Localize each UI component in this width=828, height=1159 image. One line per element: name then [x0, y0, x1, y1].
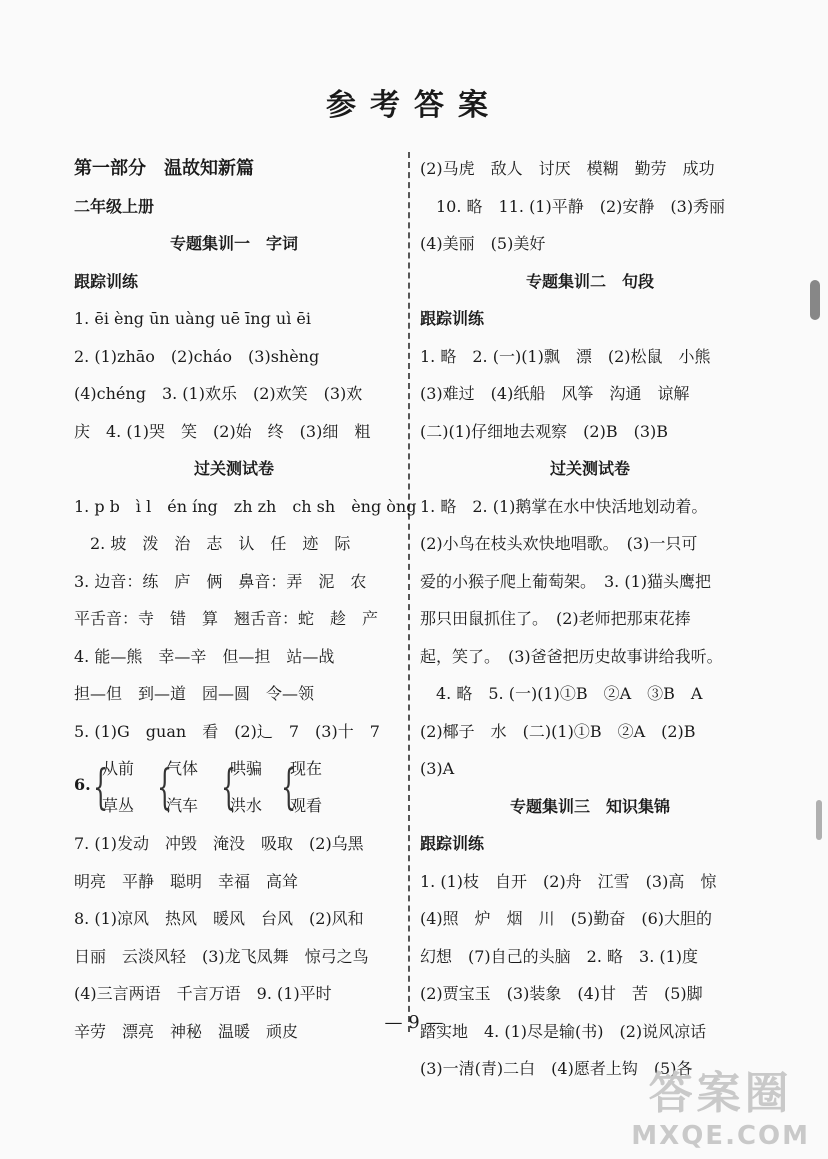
right-column — [420, 150, 760, 1088]
word: 从前 — [102, 759, 135, 778]
section-heading: 过关测试卷 — [549, 459, 630, 478]
subsection-label: 跟踪训练 — [420, 309, 485, 328]
column-divider — [408, 152, 410, 1032]
word: 哄骗 — [230, 759, 263, 778]
answer-line: (2)小鸟在枝头欢快地唱歌。 (3)一只可 — [420, 534, 698, 553]
word: 汽车 — [166, 796, 199, 815]
answer-line: 8. (1)凉风 热风 暖风 台风 (2)风和 — [74, 909, 364, 928]
answer-line: 5. (1)G guan 看 (2)辶 7 (3)十 7 — [74, 721, 380, 741]
answer-line: (2)贾宝玉 (3)装象 (4)甘 苦 (5)脚 — [420, 984, 703, 1003]
answer-line: 担—但 到—道 园—圆 令—领 — [74, 684, 315, 703]
answer-line: (2)马虎 敌人 讨厌 模糊 勤劳 成功 — [420, 159, 715, 178]
brace-icon: { — [157, 759, 173, 815]
answer-line: 平舌音：寺 错 算 翘舌音：蛇 趁 产 — [74, 609, 379, 628]
subsection-label: 跟踪训练 — [420, 834, 485, 853]
word: 洪水 — [230, 796, 263, 815]
answer-line: 2. (1)zhāo (2)cháo (3)shèng — [74, 346, 320, 366]
answer-line: 1. (1)枝 自开 (2)舟 江雪 (3)高 惊 — [420, 871, 717, 891]
answer-line: (3)A — [420, 759, 455, 778]
question-6-groups — [74, 750, 394, 825]
answer-line: 辛劳 漂亮 神秘 温暖 顽皮 — [74, 1021, 299, 1041]
answer-line: 4. 略 5. (一)(1)①B ②A ③B A — [420, 684, 703, 703]
word: 草丛 — [102, 796, 135, 815]
scan-smudge — [816, 800, 822, 840]
answer-line: 明亮 平静 聪明 幸福 高耸 — [74, 871, 299, 891]
answer-line: 爱的小猴子爬上葡萄架。 3. (1)猫头鹰把 — [420, 571, 712, 591]
page-number: — 9 — — [384, 1012, 444, 1033]
subsection-label: 跟踪训练 — [74, 271, 139, 291]
left-column — [74, 150, 417, 1050]
question-number: 6. — [74, 775, 91, 794]
word: 气体 — [166, 759, 199, 778]
answer-line: 庆 4. (1)哭 笑 (2)始 终 (3)细 粗 — [74, 421, 371, 441]
page-title: 参考答案 — [326, 88, 502, 123]
scan-smudge — [810, 280, 820, 320]
answer-line: 10. 略 11. (1)平静 (2)安静 (3)秀丽 — [420, 196, 726, 216]
answer-line: 1. 略 2. (一)(1)飘 漂 (2)松鼠 小熊 — [420, 346, 711, 366]
answer-line: 1. ēi èng ūn uàng uē īng uì ēi — [74, 309, 311, 328]
answer-line: (4)美丽 (5)美好 — [420, 234, 546, 253]
answer-line: 起，笑了。 (3)爸爸把历史故事讲给我听。 — [420, 646, 723, 666]
brace-icon: { — [221, 759, 237, 815]
answer-line: 3. 边音：练 庐 俩 鼻音：弄 泥 农 — [74, 571, 367, 591]
answer-line: 1. p b ì l én íng zh zh ch sh èng òng — [74, 496, 417, 516]
answer-line: (3)难过 (4)纸船 风筝 沟通 谅解 — [420, 384, 690, 403]
answer-line: 幻想 (7)自己的头脑 2. 略 3. (1)度 — [420, 946, 699, 966]
watermark — [631, 1057, 810, 1151]
answer-line: (3)一清(青)二白 (4)愿者上钩 (5)各 — [420, 1059, 693, 1078]
answer-line: (2)椰子 水 (二)(1)①B ②A (2)B — [420, 721, 696, 741]
word-group — [154, 750, 198, 824]
word: 观看 — [290, 796, 323, 815]
grade-heading: 二年级上册 — [74, 196, 155, 216]
watermark-url: MXQE.COM — [631, 1121, 810, 1151]
answer-line: 7. (1)发动 冲毁 淹没 吸取 (2)乌黑 — [74, 834, 364, 853]
section-heading: 专题集训二 句段 — [525, 271, 654, 291]
watermark-logo: 答案圈 — [648, 1068, 793, 1119]
brace-icon: { — [281, 759, 297, 815]
word: 现在 — [290, 759, 323, 778]
answer-line: 那只田鼠抓住了。 (2)老师把那束花捧 — [420, 609, 691, 628]
answer-line: (4)照 炉 烟 川 (5)勤奋 (6)大胆的 — [420, 909, 712, 928]
brace-icon: { — [93, 759, 109, 815]
answer-line: (4)三言两语 千言万语 9. (1)平时 — [74, 984, 332, 1003]
answer-line: (4)chéng 3. (1)欢乐 (2)欢笑 (3)欢 — [74, 384, 363, 403]
word-group — [218, 750, 262, 824]
section-heading: 专题集训一 字词 — [169, 234, 298, 253]
answer-line: 2. 坡 泼 治 志 认 任 迹 际 — [74, 534, 351, 553]
answer-line: 1. 略 2. (1)鹅掌在水中快活地划动着。 — [420, 496, 708, 516]
answer-line: 4. 能—熊 幸—辛 但—担 站—战 — [74, 646, 335, 666]
answer-line: 日丽 云淡风轻 (3)龙飞凤舞 惊弓之鸟 — [74, 946, 369, 966]
word-group — [90, 750, 134, 824]
answer-line: (二)(1)仔细地去观察 (2)B (3)B — [420, 421, 668, 441]
section-heading: 过关测试卷 — [193, 459, 274, 478]
word-group — [278, 750, 322, 824]
section-heading: 专题集训三 知识集锦 — [509, 796, 670, 816]
answer-line: 踏实地 4. (1)尽是输(书) (2)说风凉话 — [420, 1021, 707, 1041]
part-heading: 第一部分 温故知新篇 — [74, 158, 254, 179]
